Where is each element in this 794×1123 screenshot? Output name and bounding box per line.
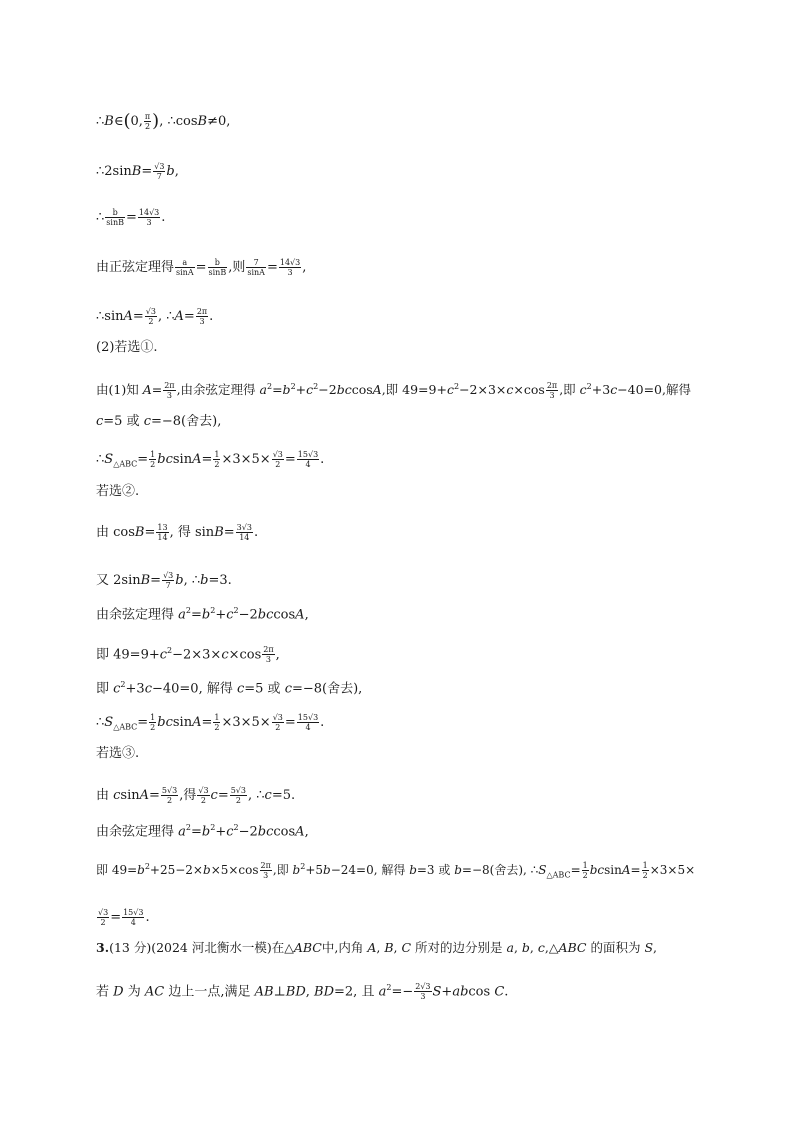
fraction: $\frac{15√3}{4}$	[297, 450, 319, 469]
fraction: $\frac{15√3}{4}$	[123, 908, 144, 927]
fraction: $\frac{\pi}{2}$	[144, 112, 151, 131]
fraction: $\frac{√3}{2}$	[272, 450, 283, 469]
solution-line: $\therefore S_{\triangle ABC}=$ $\frac{1}{2}$ bcsinA= $\frac{1}{2}$ ×3×5× $\frac{√3}{2}$ = $\frac{15√3}{4}$ .	[96, 450, 325, 469]
solution-line: ∴B∈(0, $\frac{\pi}{2}$ ), ∴cosB≠0,	[96, 110, 231, 132]
fraction: $\frac{2\pi}{3}$	[196, 307, 208, 326]
fraction: $\frac{√3}{7}$	[154, 162, 165, 181]
fraction: $\frac{√3}{2}$	[145, 307, 156, 326]
fraction: $\frac{√3}{2}$	[98, 908, 109, 927]
solution-line: ∴2sinB= $\frac{√3}{7}$ b,	[96, 162, 179, 181]
solution-line: 由正弦定理得 $\frac{a}{\sin A}$ = $\frac{b}{\sin B}$ ,则 $\frac{7}{\sin A}$ = $\frac{14√3}{3}$ ,	[96, 258, 307, 277]
fraction: $\frac{7}{\sin A}$	[247, 258, 265, 277]
solution-line: $\frac{√3}{2}$ = $\frac{15√3}{4}$ .	[98, 908, 150, 927]
fraction: $\frac{1}{2}$	[642, 861, 648, 880]
solution-line: 即 $49=b^2+25-2\times b\times 5\times\cos$ $\frac{2\pi}{3}$ ,即 $b^2+5b-24=0$, 解得 b=3 或 b=−8(舍去), $\therefore S_{\triangle ABC}=$ $\frac{1}{2}$ bcsinA= $\frac{1}{2}$ ×3×5×	[96, 861, 696, 880]
fraction: $\frac{1}{2}$	[150, 713, 156, 732]
solution-line: 由(1)知 A= $\frac{2\pi}{3}$ ,由余弦定理得 $a^2=b^2+c^2-2bccosA$,即 $49=9+c^2-2\times 3\times c\times\cos$ $\frac{2\pi}{3}$ ,即 $c^2+3c-40=0$,解得	[96, 381, 691, 401]
problem-statement: 3.(13 分)(2024 河北衡水一模)在△ABC中,内角 A, B, C 所对的边分别是 a, b, c,△ABC 的面积为 S,	[96, 940, 657, 955]
fraction: $\frac{1}{2}$	[214, 713, 220, 732]
fraction: $\frac{√3}{7}$	[163, 571, 174, 590]
fraction: $\frac{2\pi}{3}$	[546, 381, 558, 401]
fraction: $\frac{2\pi}{3}$	[260, 861, 271, 880]
solution-line: 由余弦定理得 $a^2=b^2+c^2-2bccosA$,	[96, 606, 309, 623]
fraction: $\frac{b}{\sin B}$	[106, 208, 124, 227]
solution-line: 若选③.	[96, 746, 140, 761]
problem-statement: 若 D 为 AC 边上一点,满足 AB⊥BD, BD=2, 且 $a^2=-$ $\frac{2√3}{3}$ S+abcos C.	[96, 982, 509, 1002]
fraction: $\frac{5√3}{2}$	[230, 786, 246, 805]
fraction: $\frac{1}{2}$	[214, 450, 220, 469]
fraction: $\frac{1}{2}$	[582, 861, 588, 880]
fraction: $\frac{b}{\sin B}$	[208, 258, 227, 277]
fraction: $\frac{√3}{2}$	[198, 786, 209, 805]
fraction: $\frac{2\pi}{3}$	[263, 645, 274, 665]
fraction: $\frac{14√3}{3}$	[138, 208, 160, 227]
solution-line: 由余弦定理得 $a^2=b^2+c^2-2bccosA$,	[96, 823, 309, 840]
solution-line: ∴ $\frac{b}{\sin B}$ = $\frac{14√3}{3}$ .	[96, 208, 166, 227]
fraction: $\frac{2\pi}{3}$	[164, 381, 175, 401]
solution-line: 由 csinA= $\frac{5√3}{2}$ ,得 $\frac{√3}{2}$ c= $\frac{5√3}{2}$ , ∴c=5.	[96, 786, 296, 805]
fraction: $\frac{√3}{2}$	[272, 713, 283, 732]
solution-line: $\therefore S_{\triangle ABC}=$ $\frac{1}{2}$ bcsinA= $\frac{1}{2}$ ×3×5× $\frac{√3}{2}$ = $\frac{15√3}{4}$ .	[96, 713, 325, 732]
fraction: $\frac{13}{14}$	[157, 523, 168, 542]
solution-line: (2)若选①.	[96, 340, 158, 355]
solution-line: 由 cosB= $\frac{13}{14}$ , 得 sinB= $\frac{3√3}{14}$ .	[96, 523, 259, 542]
solution-line: 即 $c^2+3c-40=0$, 解得 c=5 或 c=−8(舍去),	[96, 680, 363, 697]
fraction: $\frac{3√3}{14}$	[236, 523, 252, 542]
solution-line: 又 2sinB= $\frac{√3}{7}$ b, ∴b=3.	[96, 571, 232, 590]
solution-line: 若选②.	[96, 484, 140, 499]
fraction: $\frac{a}{\sin A}$	[176, 258, 194, 277]
fraction: $\frac{1}{2}$	[150, 450, 156, 469]
fraction: $\frac{14√3}{3}$	[279, 258, 301, 277]
fraction: $\frac{2√3}{3}$	[415, 982, 431, 1002]
fraction: $\frac{5√3}{2}$	[161, 786, 178, 805]
fraction: $\frac{15√3}{4}$	[297, 713, 319, 732]
solution-line: 即 $49=9+c^2-2\times 3\times c\times\cos$ $\frac{2\pi}{3}$ ,	[96, 645, 280, 665]
solution-line: c=5 或 c=−8(舍去),	[96, 414, 222, 429]
solution-line: ∴sinA= $\frac{√3}{2}$ , ∴A= $\frac{2\pi}{3}$ .	[96, 307, 214, 326]
problem-number: 3.	[96, 940, 110, 955]
